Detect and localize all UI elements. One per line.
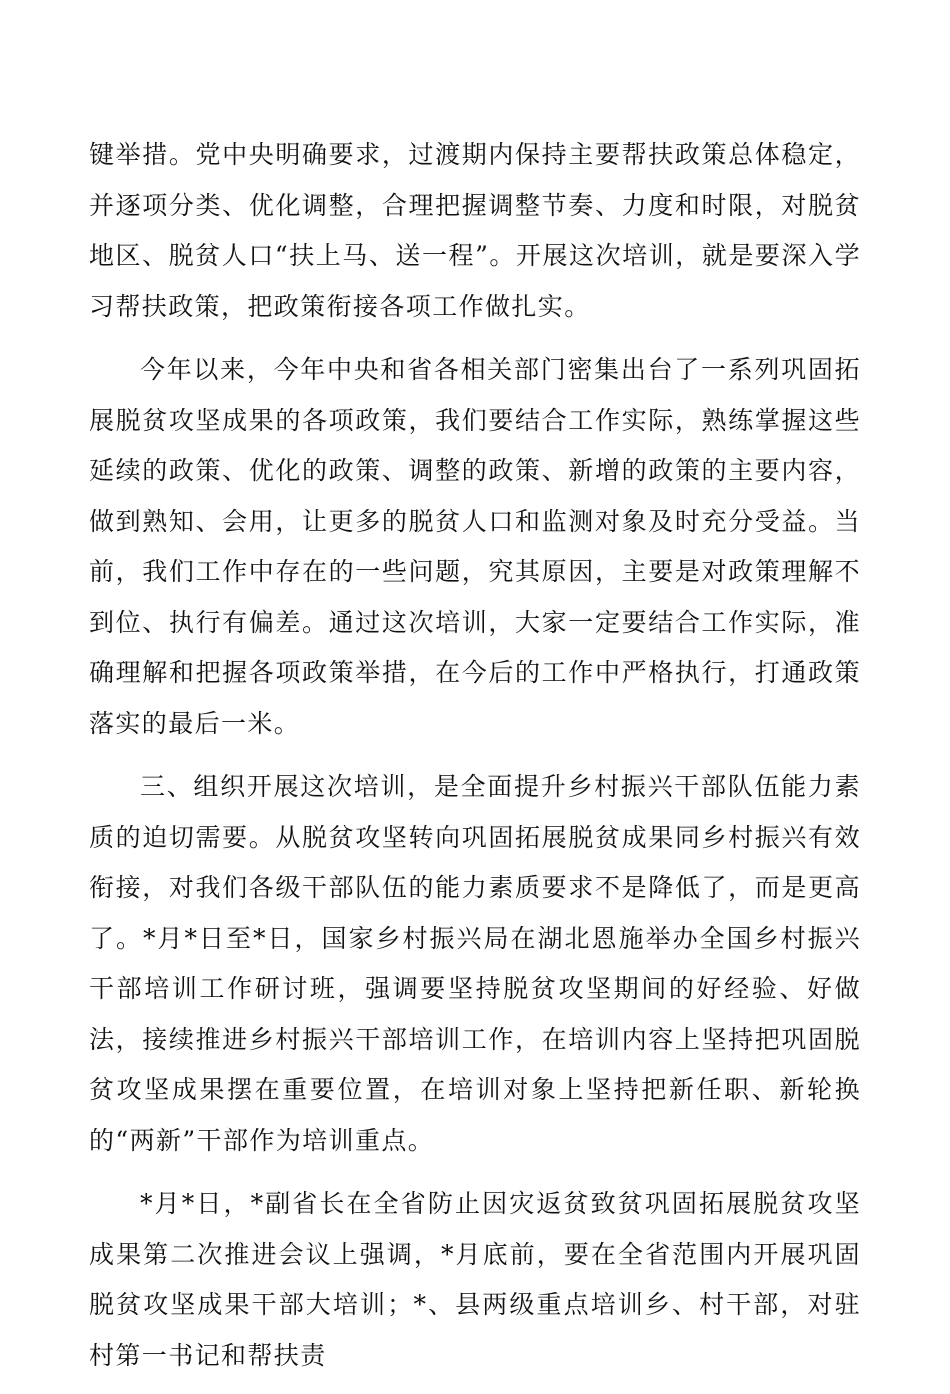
paragraph-2: 今年以来，今年中央和省各相关部门密集出台了一系列巩固拓展脱贫攻坚成果的各项政策，我们要结合工作实际，熟练掌握这些延续的政策、优化的政策、调整的政策、新增的政策的主要内容，做到熟知、会用，让更多的脱贫人口和监测对象及时充分受益。当前，我们工作中存在的一些问题，究其原因，主要是对政策理解不到位、执行有偏差。通过这次培训，大家一定要结合工作实际，准确理解和把握各项政策举措，在今后的工作中严格执行，打通政策落实的最后一米。: [89, 355, 861, 738]
paragraph-4: *月*日，*副省长在全省防止因灾返贫致贫巩固拓展脱贫攻坚成果第二次推进会议上强调，*月底前，要在全省范围内开展巩固脱贫攻坚成果干部大培训；*、县两级重点培训乡、村干部，对驻村第一书记和帮扶责: [89, 1189, 861, 1370]
paragraph-3: 三、组织开展这次培训，是全面提升乡村振兴干部队伍能力素质的迫切需要。从脱贫攻坚转向巩固拓展脱贫成果同乡村振兴有效衔接，对我们各级干部队伍的能力素质要求不是降低了，而是更高了。*月*日至*日，国家乡村振兴局在湖北恩施举办全国乡村振兴干部培训工作研讨班，强调要坚持脱贫攻坚期间的好经验、好做法，接续推进乡村振兴干部培训工作，在培训内容上坚持把巩固脱贫攻坚成果摆在重要位置，在培训对象上坚持把新任职、新轮换的“两新”干部作为培训重点。: [89, 772, 861, 1155]
document-page: [89, 130, 861, 1394]
paragraph-1: 键举措。党中央明确要求，过渡期内保持主要帮扶政策总体稳定，并逐项分类、优化调整，合理把握调整节奏、力度和时限，对脱贫地区、脱贫人口“扶上马、送一程”。开展这次培训，就是要深入学习帮扶政策，把政策衔接各项工作做扎实。: [89, 140, 861, 321]
